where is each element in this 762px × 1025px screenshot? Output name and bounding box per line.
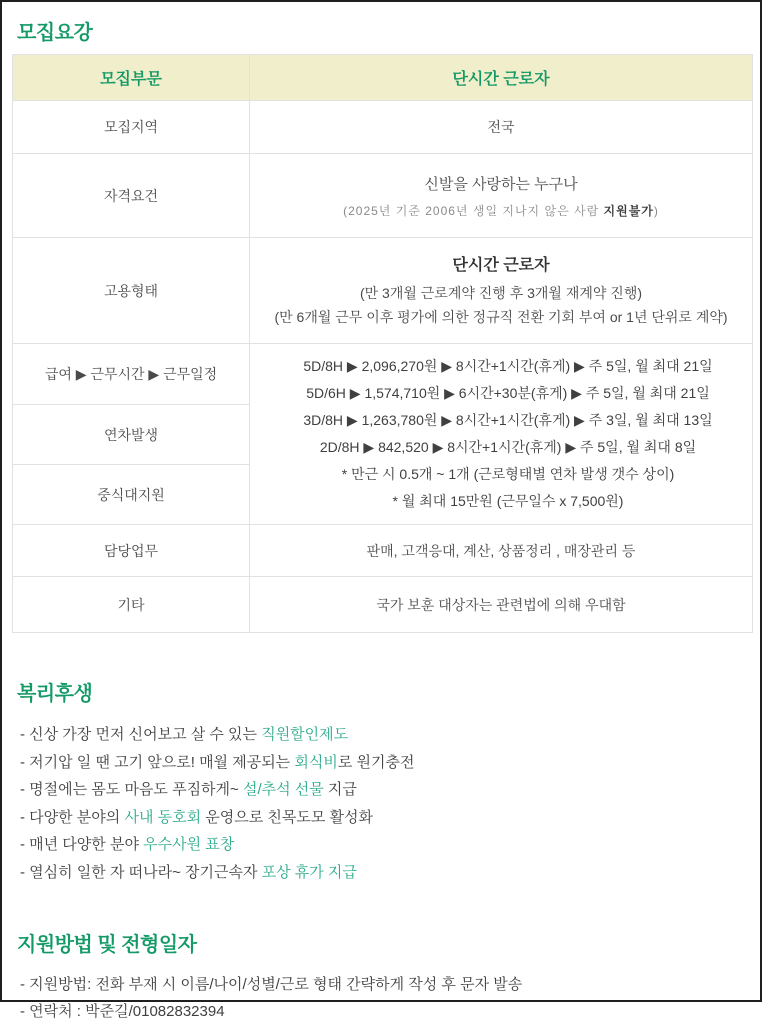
- header-cell-position: 단시간 근로자: [250, 55, 753, 101]
- employment-note-2: (만 6개월 근무 이후 평가에 의한 정규직 전환 기회 부여 or 1년 단위로 계약): [274, 309, 728, 325]
- benefit-highlight: 사내 동호회: [124, 808, 202, 826]
- header-cell-category: 모집부문: [13, 55, 250, 101]
- meal-support-label: 중식대지원: [13, 465, 250, 525]
- qualification-note-bold: 지원불가: [603, 203, 654, 218]
- salary-note: * 월 최대 15만원 (근무일수 x 7,500원): [392, 493, 624, 509]
- employment-label: 고용형태: [13, 238, 250, 344]
- benefit-item: - 매년 다양한 분야 우수사원 표창: [20, 836, 235, 853]
- benefit-highlight: 회식비: [294, 753, 338, 771]
- recruitment-table: [12, 54, 753, 633]
- employment-note-1: (만 3개월 근로계약 진행 후 3개월 재계약 진행): [359, 285, 643, 301]
- employment-type-title: 단시간 근로자: [452, 257, 550, 274]
- table-header-row: [13, 55, 753, 101]
- salary-note: * 만근 시 0.5개 ~ 1개 (근로형태별 연차 발생 갯수 상이): [341, 466, 675, 482]
- etc-label: 기타: [13, 577, 250, 633]
- salary-details-cell: [250, 344, 753, 525]
- recruitment-section-title: 모집요강: [17, 22, 93, 44]
- benefits-section-title: 복리후생: [17, 683, 93, 705]
- employment-value: [250, 238, 753, 344]
- benefit-item: - 저기압 일 땐 고기 앞으로! 매월 제공되는 회식비로 원기충전: [20, 753, 415, 771]
- salary-line: 3D/8H ▶ 1,263,780원 ▶ 8시간+1시간(휴게) ▶ 주 3일, 월 최대 13일: [303, 412, 713, 428]
- annual-leave-label: 연차발생: [13, 405, 250, 465]
- table-row: [13, 238, 753, 344]
- salary-line: 2D/8H ▶ 842,520 ▶ 8시간+1시간(휴게) ▶ 주 5일, 월 최대 8일: [319, 439, 697, 455]
- etc-value: 국가 보훈 대상자는 관련법에 의해 우대함: [250, 577, 753, 633]
- benefit-highlight: 포상 휴가 지급: [261, 863, 357, 881]
- application-list: [20, 971, 750, 1025]
- salary-line: 5D/6H ▶ 1,574,710원 ▶ 6시간+30분(휴게) ▶ 주 5일, 월 최대 21일: [306, 385, 710, 401]
- benefit-highlight: 설/추석 선물: [242, 781, 324, 798]
- qualification-label: 자격요건: [13, 154, 250, 238]
- qualification-value: [250, 154, 753, 238]
- table-row: [13, 344, 753, 405]
- benefit-item: - 신상 가장 먼저 신어보고 살 수 있는 직원할인제도: [20, 726, 349, 743]
- table-row: [13, 577, 753, 633]
- table-row: [13, 154, 753, 238]
- table-row: [13, 101, 753, 154]
- salary-label: 급여 ▶ 근무시간 ▶ 근무일정: [13, 344, 250, 405]
- benefit-item: - 다양한 분야의 사내 동호회 운영으로 친목도모 활성화: [20, 808, 373, 826]
- duties-label: 담당업무: [13, 525, 250, 577]
- application-section-title: 지원방법 및 전형일자: [17, 934, 197, 956]
- duties-value: 판매, 고객응대, 계산, 상품정리 , 매장관리 등: [250, 525, 753, 577]
- qualification-main-text: 신발을 사랑하는 누구나: [424, 175, 578, 193]
- application-contact: - 연락처 : 박준길/01082832394: [20, 1003, 225, 1020]
- benefits-list: [20, 721, 750, 886]
- application-method: - 지원방법: 전화 부재 시 이름/나이/성별/근로 형태 간략하게 작성 후 문자 발송: [20, 976, 523, 993]
- benefit-item: - 명절에는 몸도 마음도 푸짐하게~ 설/추석 선물 지급: [20, 781, 357, 798]
- benefit-highlight: 직원할인제도: [261, 726, 349, 743]
- region-label: 모집지역: [13, 101, 250, 154]
- benefit-highlight: 우수사원 표창: [143, 836, 235, 853]
- table-row: [13, 525, 753, 577]
- region-value: 전국: [250, 101, 753, 154]
- salary-line: 5D/8H ▶ 2,096,270원 ▶ 8시간+1시간(휴게) ▶ 주 5일, 월 최대 21일: [303, 358, 713, 374]
- qualification-note: (2025년 기준 2006년 생일 지나지 않은 사람 지원불가): [343, 203, 659, 218]
- benefit-item: - 열심히 일한 자 떠나라~ 장기근속자 포상 휴가 지급: [20, 863, 357, 881]
